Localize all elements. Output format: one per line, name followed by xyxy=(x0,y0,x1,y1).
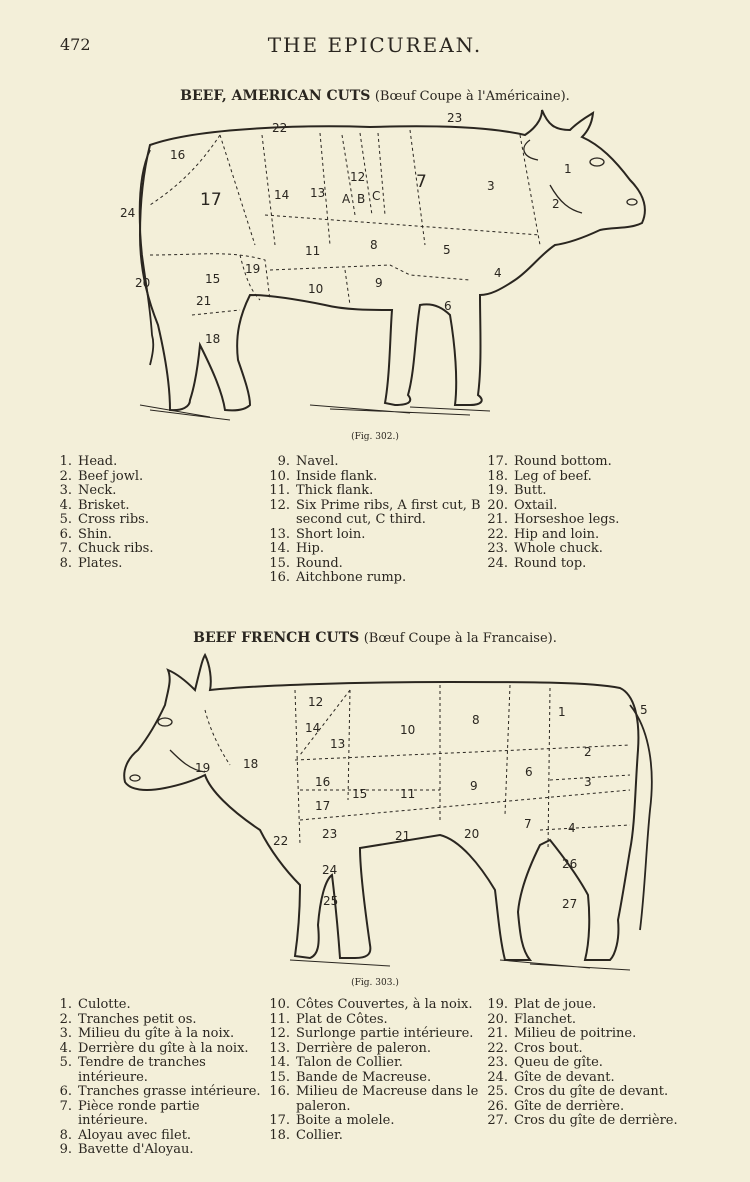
legend-item-number: 14. xyxy=(269,1055,290,1070)
legend-item-text: Bande de Macreuse. xyxy=(296,1069,432,1085)
legend-item-text: Plat de joue. xyxy=(514,997,597,1012)
legend-item xyxy=(50,1013,270,1028)
legend-item xyxy=(50,542,260,557)
figure1-legend-col2 xyxy=(268,455,490,586)
legend-item-number: 2. xyxy=(59,468,72,484)
legend-item-number: 16. xyxy=(269,1084,290,1099)
fig2-label-19: 19 xyxy=(195,761,211,775)
fig1-label-B: B xyxy=(357,192,366,206)
legend-item xyxy=(486,470,706,485)
legend-item-text: Bavette d'Aloyau. xyxy=(78,1142,194,1157)
legend-item-text: Milieu de poitrine. xyxy=(514,1026,637,1041)
legend-item-text: Culotte. xyxy=(78,997,131,1012)
fig1-label-23: 23 xyxy=(447,111,463,125)
legend-item-text: Cros bout. xyxy=(514,1040,583,1056)
legend-item xyxy=(486,1100,696,1115)
fig2-label-26: 26 xyxy=(562,857,578,871)
legend-item xyxy=(50,1100,270,1129)
fig2-label-25: 25 xyxy=(323,894,339,908)
fig2-label-8: 8 xyxy=(472,713,480,727)
legend-item xyxy=(50,528,260,543)
legend-item-text: Round. xyxy=(296,555,343,571)
figure2-title-main: BEEF FRENCH CUTS xyxy=(193,630,360,646)
fig2-label-20: 20 xyxy=(464,827,480,841)
fig2-label-17: 17 xyxy=(315,799,331,813)
fig1-label-4: 4 xyxy=(494,266,502,280)
fig1-label-2: 2 xyxy=(552,197,560,211)
legend-item-text: Boite a molele. xyxy=(296,1113,395,1128)
legend-item-text: Round top. xyxy=(514,555,587,571)
legend-item-number: 22. xyxy=(487,526,508,542)
legend-item-text: Gîte de derrière. xyxy=(514,1098,625,1114)
fig1-label-22: 22 xyxy=(272,121,288,135)
fig2-label-2: 2 xyxy=(584,745,592,759)
legend-item xyxy=(486,455,706,470)
fig1-label-24: 24 xyxy=(120,206,136,220)
legend-item xyxy=(50,513,260,528)
figure1-title-paren: (Bœuf Coupe à l'Américaine). xyxy=(374,89,570,104)
legend-item-text: Cros du gîte de derrière. xyxy=(514,1113,678,1128)
legend-item xyxy=(268,1056,490,1071)
legend-item xyxy=(486,1085,696,1100)
legend-item xyxy=(486,499,706,514)
legend-item xyxy=(50,998,270,1013)
french-cuts-diagram xyxy=(110,650,670,975)
fig2-label-27: 27 xyxy=(562,897,578,911)
fig1-label-17: 17 xyxy=(200,190,222,210)
legend-item-text: Round bottom. xyxy=(514,454,612,469)
legend-item-text: Chuck ribs. xyxy=(78,541,154,556)
legend-item-number: 22. xyxy=(487,1040,508,1056)
legend-item-number: 14. xyxy=(269,541,290,556)
legend-item xyxy=(486,1071,696,1086)
legend-item-text: Neck. xyxy=(78,483,117,498)
legend-item xyxy=(268,1129,490,1144)
figure2-legend-col3 xyxy=(486,998,696,1129)
legend-item-text: Surlonge partie intérieure. xyxy=(296,1026,474,1041)
legend-item xyxy=(268,1085,490,1114)
figure2-title-paren: (Bœuf Coupe à la Francaise). xyxy=(363,631,557,646)
figure2-caption: (Fig. 303.) xyxy=(351,978,399,988)
legend-item-number: 8. xyxy=(59,555,72,571)
figure2-title xyxy=(0,630,750,646)
legend-item-number: 24. xyxy=(487,555,508,571)
legend-item-text: Talon de Collier. xyxy=(296,1055,403,1070)
legend-item xyxy=(268,455,490,470)
legend-item xyxy=(268,571,490,586)
legend-item-text: Collier. xyxy=(296,1127,343,1143)
fig1-label-16: 16 xyxy=(170,148,186,162)
legend-item-text: Cros du gîte de devant. xyxy=(514,1084,669,1099)
legend-item-text: Plates. xyxy=(78,555,123,571)
figure2-legend-col1 xyxy=(50,998,270,1158)
figure1-title-main: BEEF, AMERICAN CUTS xyxy=(180,88,371,104)
legend-item xyxy=(50,1085,270,1100)
legend-item-text: Six Prime ribs, A first cut, B second cut, C third. xyxy=(296,497,481,527)
legend-item-text: Tranches petit os. xyxy=(78,1011,197,1027)
fig1-label-7: 7 xyxy=(416,172,427,192)
legend-item xyxy=(268,470,490,485)
fig2-label-6: 6 xyxy=(525,765,533,779)
legend-item xyxy=(50,470,260,485)
fig2-label-18: 18 xyxy=(243,757,259,771)
legend-item-text: Gîte de devant. xyxy=(514,1069,615,1085)
fig2-label-15: 15 xyxy=(352,787,368,801)
legend-item-text: Horseshoe legs. xyxy=(514,512,620,527)
figure2-legend-col2 xyxy=(268,998,490,1143)
fig1-label-12: 12 xyxy=(350,170,366,184)
legend-item-number: 5. xyxy=(59,512,72,527)
legend-item-number: 24. xyxy=(487,1069,508,1085)
legend-item-text: Brisket. xyxy=(78,497,130,513)
fig2-label-23: 23 xyxy=(322,827,338,841)
fig2-label-4: 4 xyxy=(568,821,576,835)
legend-item xyxy=(486,528,706,543)
fig1-label-13: 13 xyxy=(310,186,326,200)
legend-item-number: 6. xyxy=(59,526,72,542)
fig1-label-10: 10 xyxy=(308,282,324,296)
legend-item-number: 9. xyxy=(59,1142,72,1157)
legend-item-text: Derrière du gîte à la noix. xyxy=(78,1040,249,1056)
legend-item xyxy=(486,1013,696,1028)
legend-item xyxy=(268,1042,490,1057)
fig1-label-18: 18 xyxy=(205,332,221,346)
legend-item xyxy=(50,1143,270,1158)
legend-item-text: Tranches grasse intérieure. xyxy=(78,1084,261,1099)
fig1-label-6: 6 xyxy=(444,299,452,313)
legend-item-number: 15. xyxy=(269,1069,290,1085)
legend-item-number: 13. xyxy=(269,1040,290,1056)
legend-item xyxy=(50,499,260,514)
legend-item xyxy=(268,1114,490,1129)
legend-item-text: Tendre de tranches intérieure. xyxy=(78,1055,206,1085)
fig2-label-16: 16 xyxy=(315,775,331,789)
figure1-legend-col1 xyxy=(50,455,260,571)
legend-item-number: 19. xyxy=(487,483,508,498)
legend-item-number: 20. xyxy=(487,1011,508,1027)
legend-item xyxy=(50,1129,270,1144)
legend-item-text: Derrière de paleron. xyxy=(296,1040,432,1056)
fig1-label-5: 5 xyxy=(443,243,451,257)
legend-item xyxy=(268,557,490,572)
fig2-label-7: 7 xyxy=(524,817,532,831)
legend-item-number: 17. xyxy=(487,454,508,469)
legend-item xyxy=(486,557,706,572)
legend-item-number: 2. xyxy=(59,1011,72,1027)
legend-item-number: 11. xyxy=(269,1011,290,1027)
legend-item-number: 3. xyxy=(59,483,72,498)
legend-item-number: 16. xyxy=(269,570,290,585)
fig2-label-12: 12 xyxy=(308,695,324,709)
legend-item xyxy=(486,1027,696,1042)
legend-item-text: Milieu de Macreuse dans le paleron. xyxy=(296,1084,479,1114)
figure1-caption: (Fig. 302.) xyxy=(351,432,399,442)
fig2-label-5: 5 xyxy=(640,703,648,717)
legend-item xyxy=(486,484,706,499)
fig2-label-13: 13 xyxy=(330,737,346,751)
legend-item-number: 3. xyxy=(59,1026,72,1041)
legend-item-number: 7. xyxy=(59,1098,72,1114)
figure1-legend-col3 xyxy=(486,455,706,571)
legend-item-number: 6. xyxy=(59,1084,72,1099)
legend-item-text: Short loin. xyxy=(296,526,366,542)
legend-item-text: Butt. xyxy=(514,483,547,498)
page-number: 472 xyxy=(60,35,91,54)
legend-item-text: Flanchet. xyxy=(514,1011,577,1027)
legend-item xyxy=(268,1027,490,1042)
fig1-label-C: C xyxy=(372,189,381,203)
legend-item-number: 8. xyxy=(59,1127,72,1143)
cow2-body-outline xyxy=(124,655,638,960)
legend-item-number: 12. xyxy=(269,497,290,513)
fig1-label-14: 14 xyxy=(274,188,290,202)
legend-item-number: 1. xyxy=(59,454,72,469)
fig2-label-1: 1 xyxy=(558,705,566,719)
legend-item-number: 11. xyxy=(269,483,290,498)
fig2-label-10: 10 xyxy=(400,723,416,737)
legend-item xyxy=(268,484,490,499)
fig1-label-11: 11 xyxy=(305,244,321,258)
fig2-label-11: 11 xyxy=(400,787,416,801)
legend-item-text: Inside flank. xyxy=(296,468,378,484)
legend-item xyxy=(268,1071,490,1086)
legend-item xyxy=(268,1013,490,1028)
legend-item-text: Aitchbone rump. xyxy=(296,570,407,585)
legend-item-number: 5. xyxy=(59,1055,72,1070)
cow1-tail xyxy=(140,150,154,365)
legend-item-text: Oxtail. xyxy=(514,497,558,513)
cow1-body-outline xyxy=(140,110,645,410)
legend-item-number: 18. xyxy=(487,468,508,484)
fig2-label-24: 24 xyxy=(322,863,338,877)
legend-item xyxy=(50,1056,270,1085)
fig2-label-3: 3 xyxy=(584,775,592,789)
legend-item-text: Hip. xyxy=(296,541,324,556)
legend-item-number: 10. xyxy=(269,468,290,484)
running-head: THE EPICUREAN. xyxy=(267,33,483,57)
american-cuts-diagram xyxy=(110,105,660,425)
legend-item-text: Shin. xyxy=(78,526,112,542)
fig2-label-14: 14 xyxy=(305,721,321,735)
legend-item xyxy=(50,557,260,572)
legend-item-text: Côtes Couvertes, à la noix. xyxy=(296,997,473,1012)
fig2-label-21: 21 xyxy=(395,829,411,843)
fig1-label-20: 20 xyxy=(135,276,151,290)
fig1-label-21: 21 xyxy=(196,294,212,308)
legend-item-number: 4. xyxy=(59,497,72,513)
fig1-label-3: 3 xyxy=(487,179,495,193)
fig2-label-9: 9 xyxy=(470,779,478,793)
legend-item xyxy=(268,998,490,1013)
legend-item xyxy=(486,1114,696,1129)
legend-item-number: 10. xyxy=(269,997,290,1012)
legend-item-text: Aloyau avec filet. xyxy=(78,1127,192,1143)
fig1-label-15: 15 xyxy=(205,272,221,286)
legend-item xyxy=(50,484,260,499)
legend-item xyxy=(50,1027,270,1042)
fig2-label-22: 22 xyxy=(273,834,289,848)
fig1-label-A: A xyxy=(342,192,351,206)
legend-item-number: 19. xyxy=(487,997,508,1012)
legend-item-number: 4. xyxy=(59,1040,72,1056)
legend-item-text: Head. xyxy=(78,454,118,469)
legend-item-number: 26. xyxy=(487,1098,508,1114)
legend-item xyxy=(268,499,490,528)
legend-item-text: Thick flank. xyxy=(296,483,374,498)
legend-item-number: 7. xyxy=(59,541,72,556)
legend-item-number: 25. xyxy=(487,1084,508,1099)
legend-item xyxy=(268,542,490,557)
legend-item-text: Milieu du gîte à la noix. xyxy=(78,1026,235,1041)
legend-item xyxy=(486,1056,696,1071)
legend-item-text: Queu de gîte. xyxy=(514,1055,603,1070)
legend-item-number: 9. xyxy=(277,454,290,469)
figure1-title xyxy=(0,88,750,104)
legend-item-text: Navel. xyxy=(296,454,339,469)
legend-item-number: 18. xyxy=(269,1127,290,1143)
legend-item-number: 13. xyxy=(269,526,290,542)
legend-item-number: 17. xyxy=(269,1113,290,1128)
fig1-label-9: 9 xyxy=(375,276,383,290)
legend-item-text: Beef jowl. xyxy=(78,468,144,484)
legend-item-number: 21. xyxy=(487,512,508,527)
legend-item-text: Cross ribs. xyxy=(78,512,149,527)
legend-item xyxy=(50,455,260,470)
fig1-label-8: 8 xyxy=(370,238,378,252)
legend-item xyxy=(486,1042,696,1057)
legend-item xyxy=(268,528,490,543)
legend-item-number: 20. xyxy=(487,497,508,513)
legend-item-text: Hip and loin. xyxy=(514,526,600,542)
legend-item xyxy=(486,542,706,557)
legend-item xyxy=(486,513,706,528)
legend-item-number: 23. xyxy=(487,1055,508,1070)
legend-item-text: Pièce ronde partie intérieure. xyxy=(78,1098,200,1128)
legend-item-text: Whole chuck. xyxy=(514,541,603,556)
fig1-label-19: 19 xyxy=(245,262,261,276)
fig1-label-1: 1 xyxy=(564,162,572,176)
legend-item-number: 1. xyxy=(59,997,72,1012)
legend-item xyxy=(486,998,696,1013)
legend-item xyxy=(50,1042,270,1057)
legend-item-number: 15. xyxy=(269,555,290,571)
legend-item-number: 21. xyxy=(487,1026,508,1041)
legend-item-number: 12. xyxy=(269,1026,290,1041)
legend-item-number: 27. xyxy=(487,1113,508,1128)
legend-item-text: Leg of beef. xyxy=(514,468,592,484)
legend-item-text: Plat de Côtes. xyxy=(296,1011,388,1027)
legend-item-number: 23. xyxy=(487,541,508,556)
